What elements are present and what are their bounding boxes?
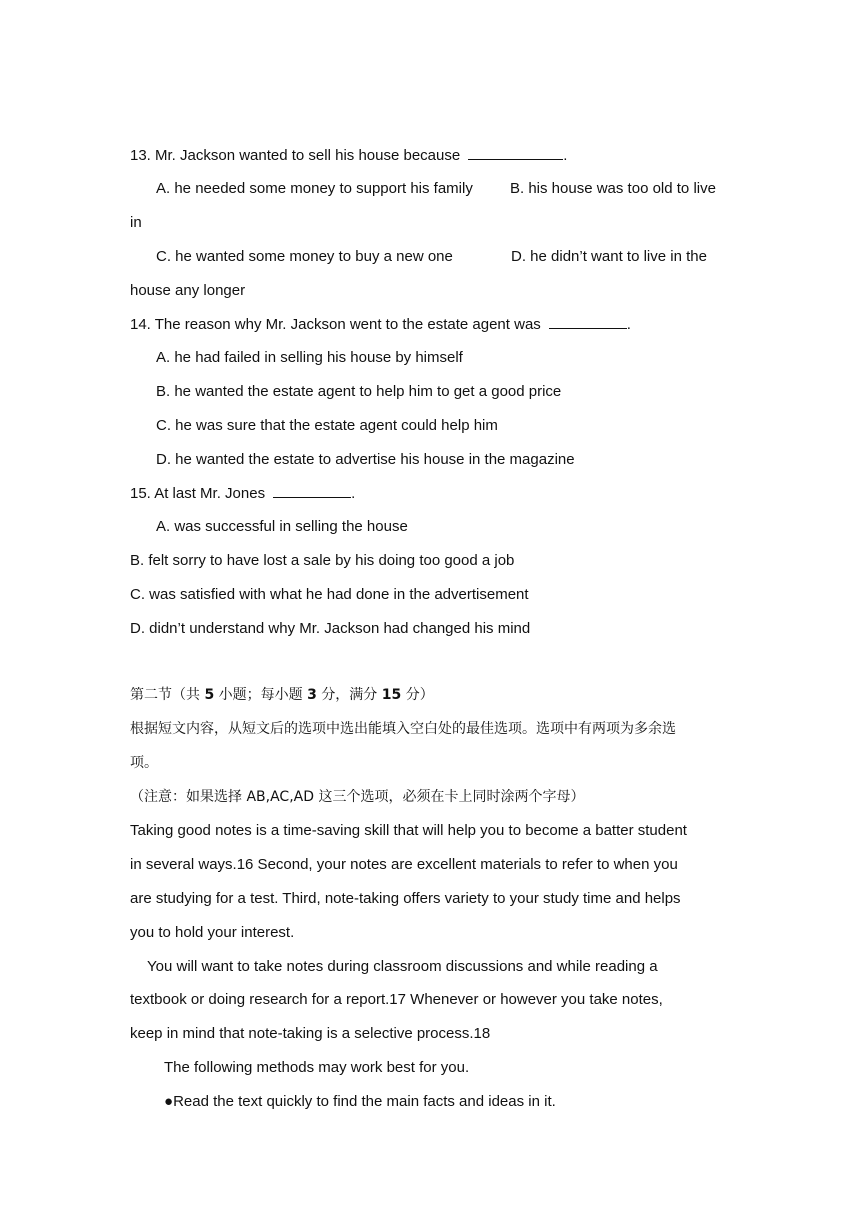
q15-option-c: C. was satisfied with what he had done in the advertisement — [130, 586, 529, 603]
section2-header-prefix: 第二节（共 — [130, 687, 200, 703]
section2-header — [130, 685, 434, 705]
q13-option-a: A. he needed some money to support his family — [156, 180, 473, 197]
section2-note: （注意：如果选择 AB,AC,AD 这三个选项，必须在卡上同时涂两个字母） — [130, 789, 585, 805]
q13-stem — [130, 145, 567, 166]
q14-option-d: D. he wanted the estate to advertise his house in the magazine — [156, 451, 575, 468]
passage-p1-line3: are studying for a test. Third, note-taking offers variety to your study time and helps — [130, 890, 681, 907]
q13-option-d-continued: house any longer — [130, 282, 246, 299]
section2-points-each: 3 — [307, 687, 317, 703]
passage-p1-line4: you to hold your interest. — [130, 924, 295, 941]
passage-p2-line3: keep in mind that note-taking is a selective process.18 — [130, 1025, 491, 1042]
q13-option-b-continued: in — [130, 214, 142, 231]
q15-answer-blank — [273, 483, 351, 498]
bullet-icon: ● — [164, 1093, 174, 1110]
q14-option-b: B. he wanted the estate agent to help him to get a good price — [156, 383, 562, 400]
section2-header-end: 分） — [405, 687, 434, 703]
passage-p3-line1: The following methods may work best for you. — [164, 1059, 470, 1076]
section2-header-mid1: 小题；每小题 — [218, 687, 303, 703]
passage-p1-line2: in several ways.16 Second, your notes are excellent materials to refer to when you — [130, 856, 678, 873]
q13-option-d: D. he didn’t want to live in the — [511, 248, 707, 265]
passage-p1-line1: Taking good notes is a time-saving skill that will help you to become a batter student — [130, 822, 687, 839]
section2-header-mid2: 分，满分 — [321, 687, 378, 703]
q14-stem — [130, 314, 631, 335]
section2-question-count: 5 — [204, 687, 215, 703]
q14-option-c: C. he was sure that the estate agent could help him — [156, 417, 498, 434]
q14-period: . — [626, 316, 631, 333]
section2-total-points: 15 — [381, 687, 402, 703]
q14-stem-text: 14. The reason why Mr. Jackson went to the estate agent was — [130, 316, 541, 333]
q13-stem-text: 13. Mr. Jackson wanted to sell his house because — [130, 147, 461, 164]
q13-period: . — [563, 147, 568, 164]
passage-bullet-item — [164, 1092, 556, 1112]
q13-answer-blank — [468, 145, 563, 160]
q14-answer-blank — [549, 314, 627, 329]
q13-option-c: C. he wanted some money to buy a new one — [156, 248, 453, 265]
q15-option-d: D. didn’t understand why Mr. Jackson had changed his mind — [130, 620, 531, 637]
q14-option-a: A. he had failed in selling his house by himself — [156, 349, 463, 366]
passage-p2-line2: textbook or doing research for a report.17 Whenever or however you take notes, — [130, 991, 663, 1008]
q15-period: . — [351, 485, 356, 502]
passage-bullet-text: Read the text quickly to find the main facts and ideas in it. — [173, 1093, 556, 1110]
q13-option-b: B. his house was too old to live — [510, 180, 716, 197]
passage-p2-line1: You will want to take notes during classroom discussions and while reading a — [147, 958, 658, 975]
q15-option-b: B. felt sorry to have lost a sale by his doing too good a job — [130, 552, 515, 569]
q15-stem — [130, 483, 355, 504]
q15-stem-text: 15. At last Mr. Jones — [130, 485, 266, 502]
section2-instruction-line1: 根据短文内容，从短文后的选项中选出能填入空白处的最佳选项。选项中有两项为多余选 — [130, 721, 676, 737]
q15-option-a: A. was successful in selling the house — [156, 518, 408, 535]
section2-instruction-line2: 项。 — [130, 755, 158, 771]
